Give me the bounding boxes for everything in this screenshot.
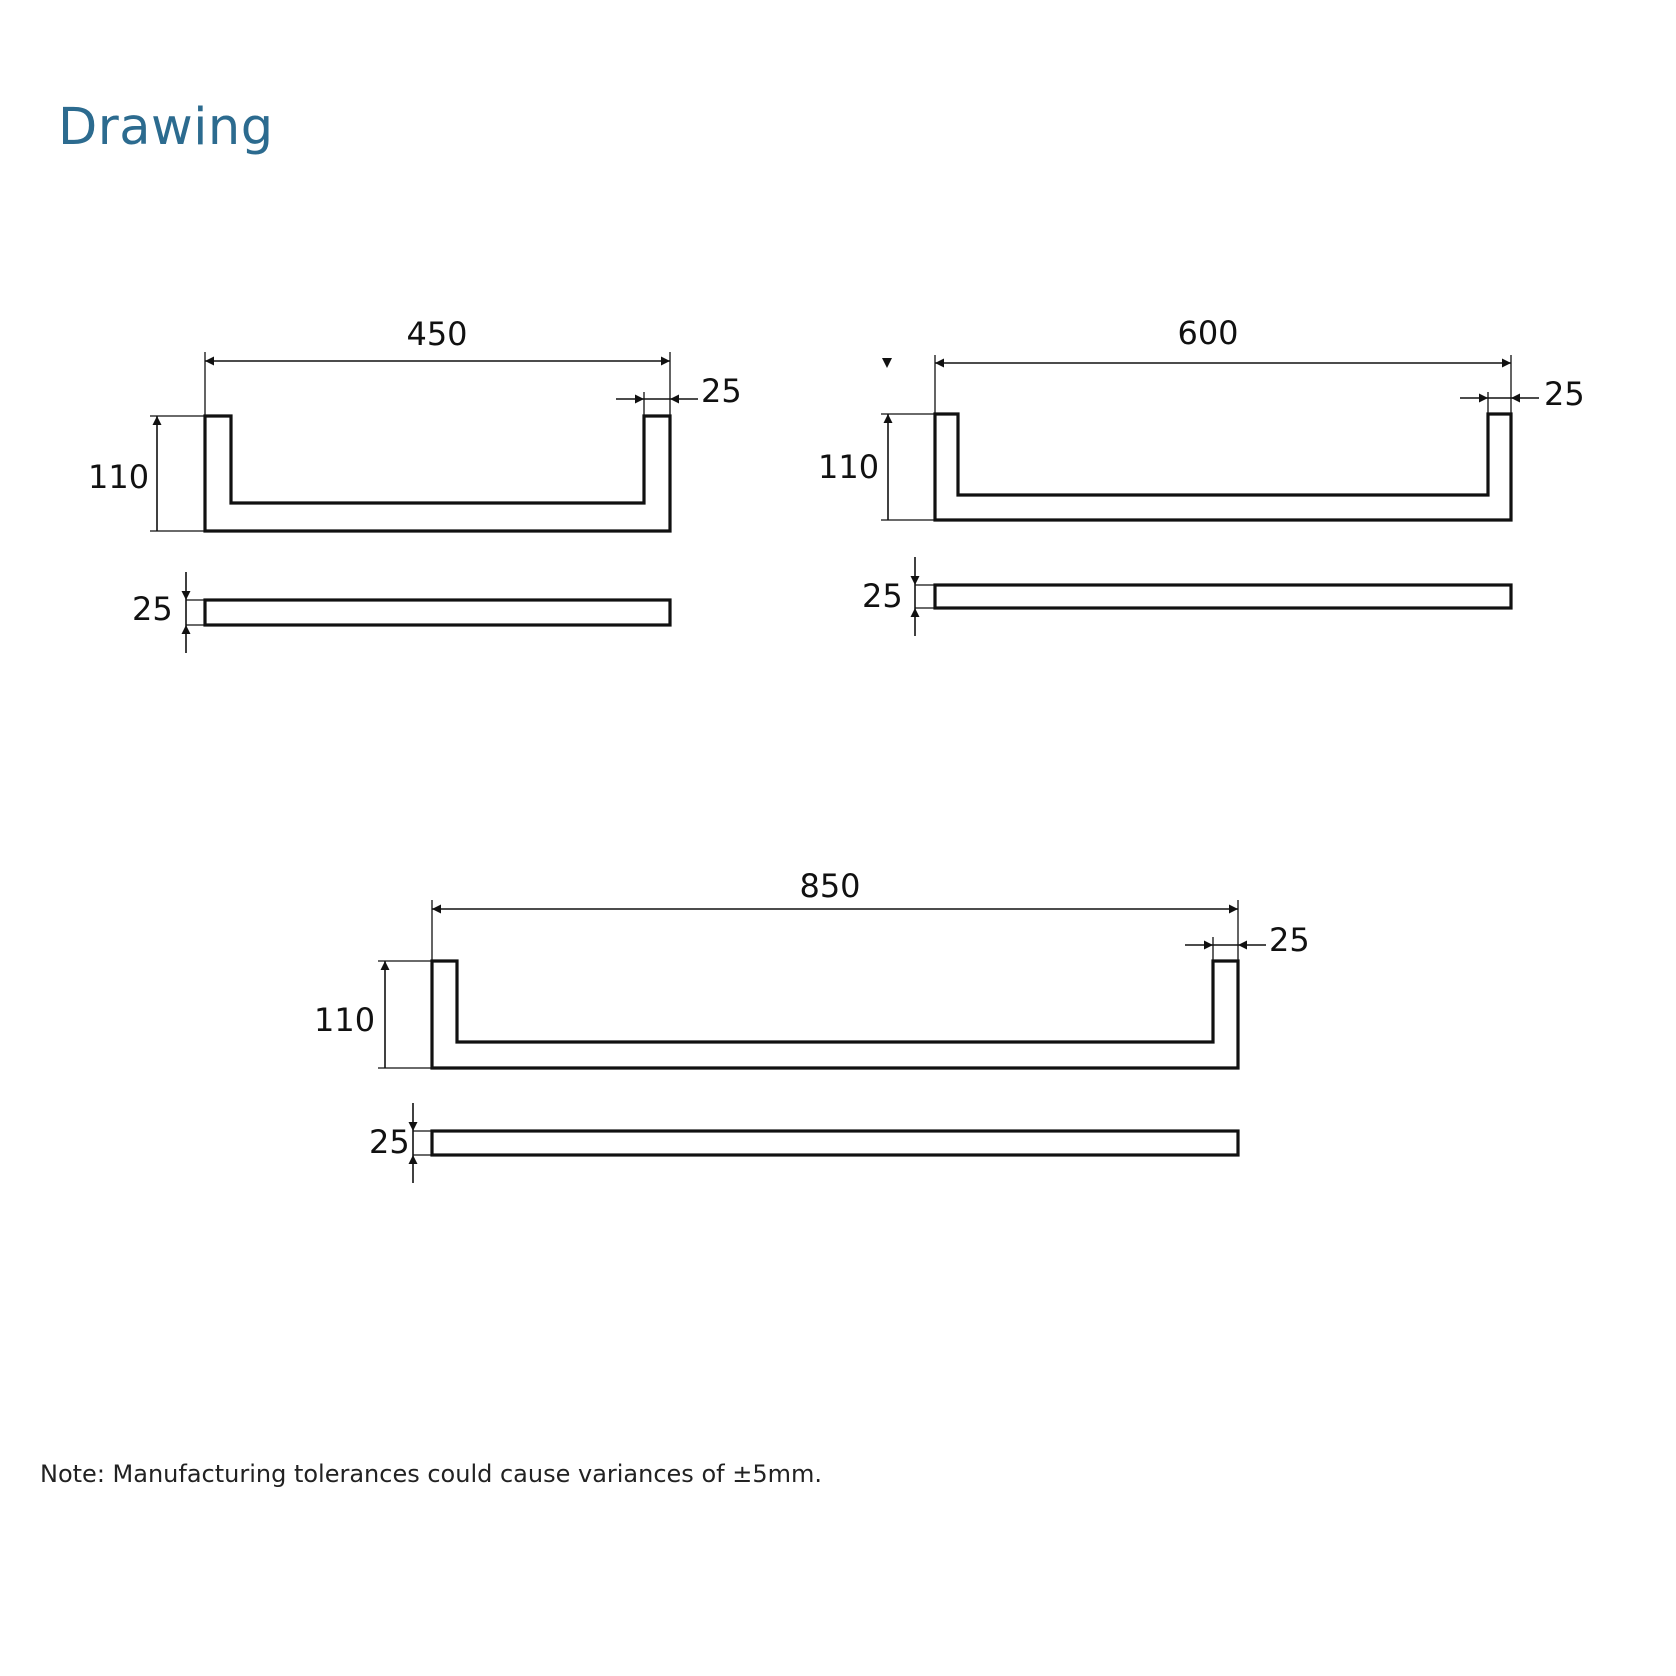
rail-600-outline	[935, 414, 1511, 520]
rail-600-front-view	[818, 314, 1585, 520]
rail-600-wall-label: 25	[1544, 375, 1585, 413]
rail-450-length-label: 450	[406, 315, 468, 353]
tolerance-note: Note: Manufacturing tolerances could cause variances of ±5mm.	[40, 1460, 822, 1488]
rail-850-wall-label: 25	[1269, 921, 1310, 959]
rail-450-depth-label: 25	[132, 590, 173, 628]
rail-450-wall-label: 25	[701, 372, 742, 410]
rail-600-side-view	[862, 557, 1511, 636]
rail-850-bar	[432, 1131, 1238, 1155]
rail-850-depth-label: 25	[369, 1123, 410, 1161]
rail-450-front-view	[88, 315, 742, 531]
rail-450-bar	[205, 600, 670, 625]
rail-850-outline	[432, 961, 1238, 1068]
rail-850-length-label: 850	[799, 867, 861, 905]
rail-850-height-label: 110	[314, 1001, 376, 1039]
rail-450-outline	[205, 416, 670, 531]
rail-450-height-label: 110	[88, 458, 150, 496]
rail-600-depth-label: 25	[862, 577, 903, 615]
rail-850-side-view	[369, 1103, 1238, 1183]
page-title: Drawing	[58, 98, 274, 157]
rail-600-height-label: 110	[818, 448, 880, 486]
rail-600-length-label: 600	[1177, 314, 1239, 352]
rail-850-front-view	[314, 867, 1310, 1068]
rail-600-bar	[935, 585, 1511, 608]
rail-450-side-view	[132, 572, 670, 653]
